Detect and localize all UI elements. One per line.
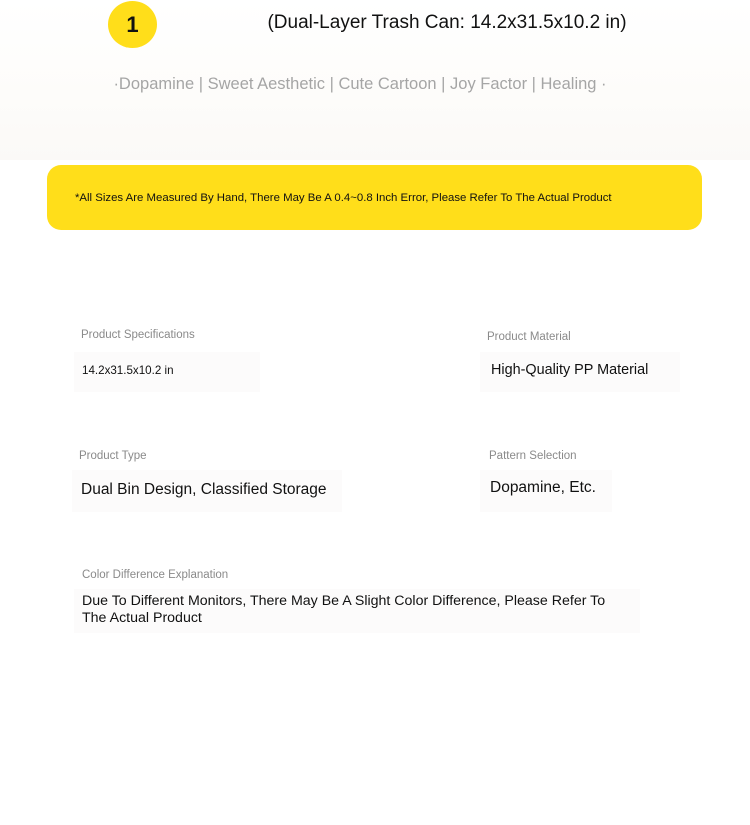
- specifications-label: Product Specifications: [81, 329, 195, 341]
- material-value: High-Quality PP Material: [491, 362, 649, 378]
- measurement-notice-text: *All Sizes Are Measured By Hand, There May Be A 0.4~0.8 Inch Error, Please Refer To The Actual Product: [75, 191, 612, 204]
- specifications-value: 14.2x31.5x10.2 in: [82, 364, 174, 377]
- type-value: Dual Bin Design, Classified Storage: [81, 481, 327, 498]
- tagline: ·Dopamine | Sweet Aesthetic | Cute Cartoon | Joy Factor | Healing ·: [113, 75, 607, 93]
- step-number: 1: [126, 11, 139, 37]
- material-label: Product Material: [487, 331, 571, 343]
- color-difference-value: Due To Different Monitors, There May Be A Slight Color Difference, Please Refer To The Actual Product: [82, 593, 606, 626]
- pattern-label: Pattern Selection: [489, 450, 577, 462]
- page-title: (Dual-Layer Trash Can: 14.2x31.5x10.2 in): [267, 12, 627, 33]
- color-difference-label: Color Difference Explanation: [82, 569, 229, 581]
- step-number-badge: [108, 1, 157, 48]
- pattern-value: Dopamine, Etc.: [490, 479, 596, 496]
- measurement-notice-banner: [47, 165, 702, 230]
- type-label: Product Type: [79, 450, 147, 462]
